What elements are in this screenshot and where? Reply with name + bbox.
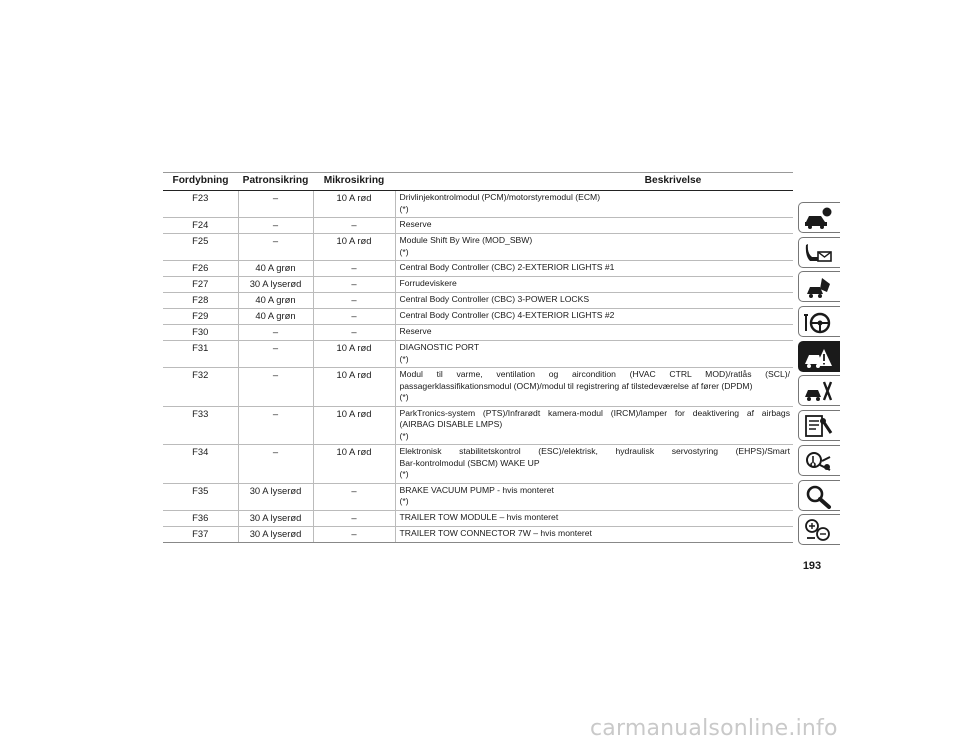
description-line: Bar-kontrolmodul (SBCM) WAKE UP xyxy=(399,457,540,468)
description-cell xyxy=(395,325,793,341)
header-description: Beskrivelse xyxy=(395,172,793,191)
header-cavity: Fordybning xyxy=(163,172,238,191)
fuse-cavity-cell: F35 xyxy=(163,483,238,510)
micro-fuse-cell: 10 A rød xyxy=(313,445,395,484)
fuse-cavity-cell: F33 xyxy=(163,406,238,445)
description-cell xyxy=(395,218,793,234)
table-header-row xyxy=(163,172,793,191)
fuse-cavity-cell: F30 xyxy=(163,325,238,341)
cartridge-fuse-cell: 30 A lyserød xyxy=(238,510,313,526)
fuse-table-body xyxy=(163,191,793,543)
description-line: ParkTronics-system (PTS)/Infrarødt kamera-modul (IRCM)/lamper for deaktivering af airbags xyxy=(399,407,790,418)
fuse-cavity-cell: F34 xyxy=(163,445,238,484)
description-line: Drivlinjekontrolmodul (PCM)/motorstyremodul (ECM) xyxy=(399,192,601,202)
description-line: (*) xyxy=(399,469,409,479)
cartridge-fuse-cell: 30 A lyserød xyxy=(238,483,313,510)
description-line: (*) xyxy=(399,392,409,402)
fuse-cavity-cell: F28 xyxy=(163,293,238,309)
fuse-cavity-cell: F26 xyxy=(163,261,238,277)
description-cell xyxy=(395,368,793,407)
steering-wheel-icon xyxy=(803,309,833,335)
description-line: (*) xyxy=(399,496,409,506)
micro-fuse-cell: – xyxy=(313,309,395,325)
description-line: BRAKE VACUUM PUMP - hvis monteret xyxy=(399,484,554,495)
description-line: DIAGNOSTIC PORT xyxy=(399,342,480,352)
fuse-cavity-cell: F23 xyxy=(163,191,238,218)
description-line: (*) xyxy=(399,353,409,364)
micro-fuse-cell: – xyxy=(313,261,395,277)
description-line: (*) xyxy=(399,430,409,441)
watermark: carmanualsonline.info xyxy=(590,716,838,741)
table-row xyxy=(163,261,793,277)
fuse-cavity-cell: F24 xyxy=(163,218,238,234)
header-micro-fuse: Mikrosikring xyxy=(313,172,395,191)
fuse-cavity-cell: F37 xyxy=(163,526,238,542)
multimedia-icon xyxy=(803,448,833,474)
micro-fuse-cell: – xyxy=(313,277,395,293)
description-line: (*) xyxy=(399,203,409,214)
fuse-cavity-cell: F27 xyxy=(163,277,238,293)
micro-fuse-cell: 10 A rød xyxy=(313,406,395,445)
table-row xyxy=(163,277,793,293)
description-line: (AIRBAG DISABLE LMPS) xyxy=(399,419,503,429)
table-row xyxy=(163,510,793,526)
micro-fuse-cell: – xyxy=(313,293,395,309)
table-row xyxy=(163,526,793,542)
micro-fuse-cell: – xyxy=(313,510,395,526)
side-tab-car-airbag[interactable] xyxy=(798,271,840,302)
cartridge-fuse-cell: – xyxy=(238,218,313,234)
description-line: Reserve xyxy=(399,326,432,336)
languages-icon xyxy=(803,517,833,543)
cartridge-fuse-cell: – xyxy=(238,341,313,368)
fuse-cavity-cell: F25 xyxy=(163,234,238,261)
description-cell xyxy=(395,277,793,293)
table-row xyxy=(163,406,793,445)
table-row xyxy=(163,234,793,261)
description-line: TRAILER TOW MODULE – hvis monteret xyxy=(399,511,559,522)
page-number: 193 xyxy=(802,560,822,572)
fuse-cavity-cell: F36 xyxy=(163,510,238,526)
side-tab-magnifier[interactable] xyxy=(798,480,840,511)
fuse-cavity-cell: F29 xyxy=(163,309,238,325)
checklist-wrench-icon xyxy=(803,413,833,439)
micro-fuse-cell: 10 A rød xyxy=(313,368,395,407)
chapter-tabs xyxy=(798,202,842,549)
table-row xyxy=(163,293,793,309)
table-row xyxy=(163,445,793,484)
fuse-table xyxy=(163,172,793,543)
table-row xyxy=(163,309,793,325)
description-cell xyxy=(395,406,793,445)
description-cell xyxy=(395,309,793,325)
description-line: Reserve xyxy=(399,219,432,229)
description-line: passagerklassifikationsmodul (OCM)/modul til registrering af tilstedeværelse af fører (DPDM) xyxy=(399,380,753,391)
side-tab-car-info[interactable] xyxy=(798,202,840,233)
magnifier-icon xyxy=(803,483,833,509)
cartridge-fuse-cell: 30 A lyserød xyxy=(238,277,313,293)
description-cell xyxy=(395,191,793,218)
cartridge-fuse-cell: 40 A grøn xyxy=(238,309,313,325)
description-cell xyxy=(395,341,793,368)
table-row xyxy=(163,325,793,341)
table-row xyxy=(163,368,793,407)
micro-fuse-cell: – xyxy=(313,526,395,542)
micro-fuse-cell: – xyxy=(313,218,395,234)
side-tab-multimedia[interactable] xyxy=(798,445,840,476)
description-cell xyxy=(395,526,793,542)
description-cell xyxy=(395,234,793,261)
car-airbag-icon xyxy=(803,274,833,300)
car-seat-mail-icon xyxy=(803,240,833,266)
car-tools-icon xyxy=(803,378,833,404)
side-tab-steering-wheel[interactable] xyxy=(798,306,840,337)
side-tab-languages[interactable] xyxy=(798,514,840,545)
micro-fuse-cell: – xyxy=(313,483,395,510)
description-line: Module Shift By Wire (MOD_SBW) xyxy=(399,235,533,245)
description-cell xyxy=(395,445,793,484)
cartridge-fuse-cell: – xyxy=(238,191,313,218)
side-tab-car-seat-mail[interactable] xyxy=(798,237,840,268)
cartridge-fuse-cell: – xyxy=(238,325,313,341)
header-cartridge-fuse: Patronsikring xyxy=(238,172,313,191)
description-line: Modul til varme, ventilation og aircondition (HVAC CTRL MOD)/ratlås (SCL)/ xyxy=(399,369,790,379)
description-line: TRAILER TOW CONNECTOR 7W – hvis monteret xyxy=(399,527,592,538)
table-row xyxy=(163,483,793,510)
table-row xyxy=(163,218,793,234)
description-line: Central Body Controller (CBC) 4-EXTERIOR LIGHTS #2 xyxy=(399,310,615,320)
description-cell xyxy=(395,483,793,510)
fuse-cavity-cell: F31 xyxy=(163,341,238,368)
cartridge-fuse-cell: – xyxy=(238,368,313,407)
micro-fuse-cell: – xyxy=(313,325,395,341)
micro-fuse-cell: 10 A rød xyxy=(313,341,395,368)
side-tab-checklist-wrench[interactable] xyxy=(798,410,840,441)
warning-breakdown-icon xyxy=(803,344,833,370)
description-cell xyxy=(395,510,793,526)
cartridge-fuse-cell: – xyxy=(238,234,313,261)
table-row xyxy=(163,341,793,368)
description-line: Central Body Controller (CBC) 2-EXTERIOR LIGHTS #1 xyxy=(399,262,615,272)
description-line: Central Body Controller (CBC) 3-POWER LOCKS xyxy=(399,294,590,304)
micro-fuse-cell: 10 A rød xyxy=(313,234,395,261)
side-tab-warning-breakdown[interactable] xyxy=(798,341,840,372)
table-row xyxy=(163,191,793,218)
cartridge-fuse-cell: – xyxy=(238,406,313,445)
description-line: Elektronisk stabilitetskontrol (ESC)/elektrisk, hydraulisk servostyring (EHPS)/Smart xyxy=(399,446,790,456)
description-line: Forrudeviskere xyxy=(399,278,457,288)
description-cell xyxy=(395,293,793,309)
cartridge-fuse-cell: – xyxy=(238,445,313,484)
side-tab-car-tools[interactable] xyxy=(798,375,840,406)
description-cell xyxy=(395,261,793,277)
description-line: (*) xyxy=(399,246,409,257)
cartridge-fuse-cell: 40 A grøn xyxy=(238,261,313,277)
cartridge-fuse-cell: 30 A lyserød xyxy=(238,526,313,542)
cartridge-fuse-cell: 40 A grøn xyxy=(238,293,313,309)
car-info-icon xyxy=(803,205,833,231)
micro-fuse-cell: 10 A rød xyxy=(313,191,395,218)
fuse-cavity-cell: F32 xyxy=(163,368,238,407)
